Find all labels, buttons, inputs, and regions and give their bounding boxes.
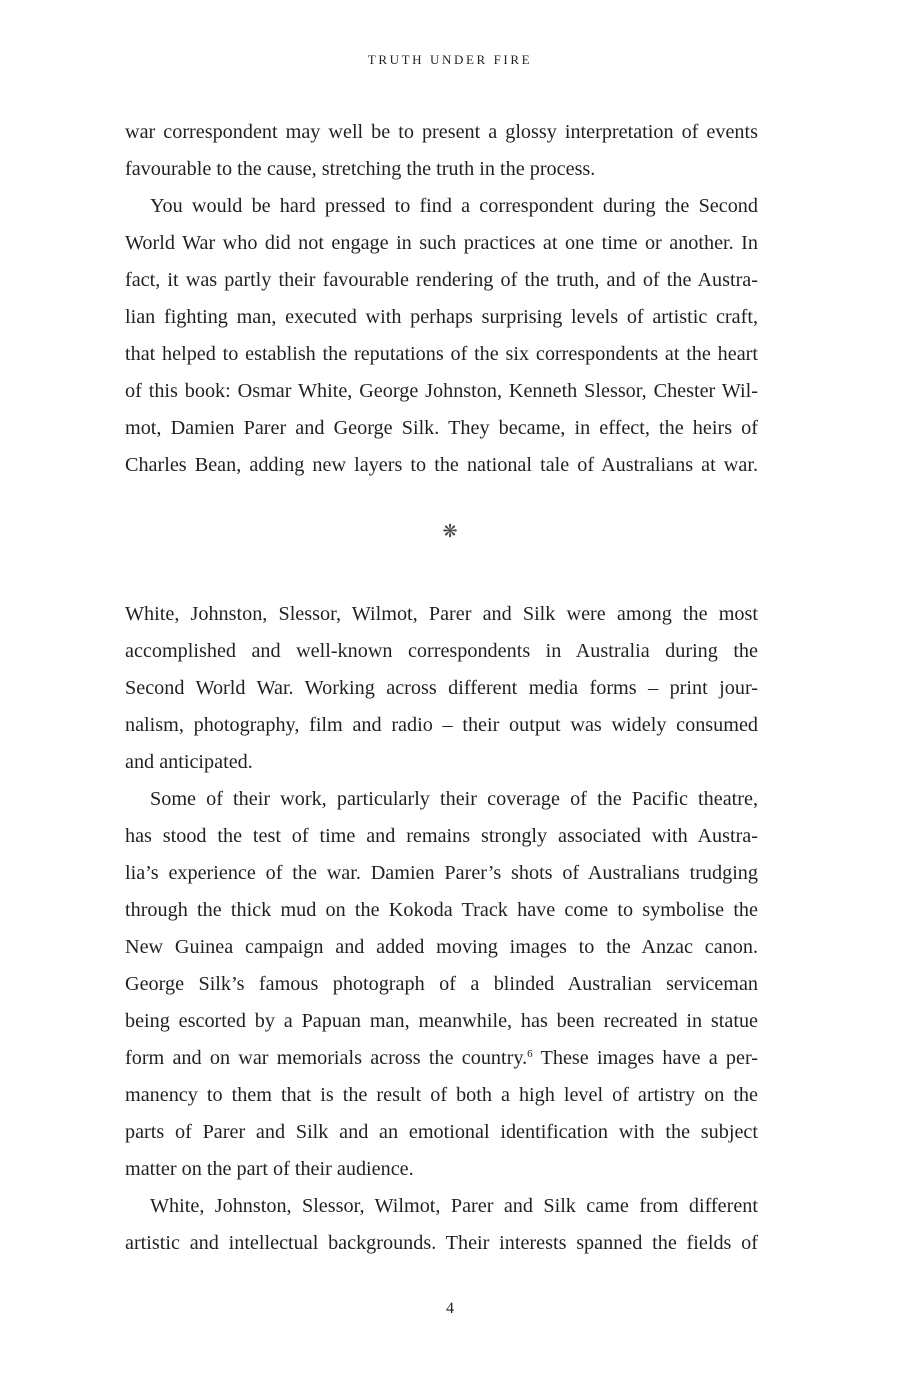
text-line: and anticipated.: [125, 751, 253, 773]
paragraph-first-line: White, Johnston, Slessor, Wilmot, Parer and Silk came from different: [150, 1195, 758, 1217]
body-text-bottom: [125, 596, 758, 1262]
text-line: Charles Bean, adding new layers to the national tale of Australians at war.: [125, 454, 758, 476]
text-line: Second World War. Working across different media forms – print jour-: [125, 677, 758, 699]
text-line: has stood the test of time and remains strongly associated with Austra-: [125, 825, 758, 847]
text-line: lia’s experience of the war. Damien Parer’s shots of Australians trudging: [125, 862, 758, 884]
text-line: favourable to the cause, stretching the truth in the process.: [125, 158, 596, 180]
endnote-reference[interactable]: 6: [527, 1048, 533, 1060]
text-line: artistic and intellectual backgrounds. Their interests spanned the fields of: [125, 1232, 758, 1254]
text-line: lian fighting man, executed with perhaps surprising levels of artistic craft,: [125, 306, 758, 328]
section-break-ornament: ❋: [442, 521, 458, 541]
page-number: 4: [446, 1300, 454, 1317]
text-line: of this book: Osmar White, George Johnston, Kenneth Slessor, Chester Wil-: [125, 380, 758, 402]
running-head: TRUTH UNDER FIRE: [367, 52, 533, 67]
text-line: matter on the part of their audience.: [125, 1158, 414, 1180]
text-line: George Silk’s famous photograph of a blinded Australian serviceman: [125, 973, 758, 995]
text-line: manency to them that is the result of both a high level of artistry on the: [125, 1084, 758, 1106]
text-line: nalism, photography, film and radio – their output was widely consumed: [125, 714, 758, 736]
text-line: war correspondent may well be to present a glossy interpretation of events: [125, 121, 758, 143]
text-line: that helped to establish the reputations of the six correspondents at the heart: [125, 343, 758, 365]
paragraph-first-line: Some of their work, particularly their coverage of the Pacific theatre,: [150, 788, 758, 810]
text-line: fact, it was partly their favourable rendering of the truth, and of the Austra-: [125, 269, 758, 291]
body-text-top: [125, 114, 758, 484]
text-line: New Guinea campaign and added moving images to the Anzac canon.: [125, 936, 758, 958]
text-segment: form and on war memorials across the country.: [125, 1047, 528, 1069]
text-line: World War who did not engage in such practices at one time or another. In: [125, 232, 758, 254]
text-line: mot, Damien Parer and George Silk. They became, in effect, the heirs of: [125, 417, 758, 439]
paragraph-first-line: You would be hard pressed to find a correspondent during the Second: [150, 195, 758, 217]
text-line-with-note: [125, 1040, 758, 1077]
text-line: parts of Parer and Silk and an emotional identification with the subject: [125, 1121, 758, 1143]
text-line: accomplished and well-known correspondents in Australia during the: [125, 640, 758, 662]
text-segment: These images have a per-: [532, 1047, 758, 1069]
paragraph-first-line: White, Johnston, Slessor, Wilmot, Parer and Silk were among the most: [125, 603, 758, 625]
text-line: through the thick mud on the Kokoda Track have come to symbolise the: [125, 899, 758, 921]
text-line: being escorted by a Papuan man, meanwhile, has been recreated in statue: [125, 1010, 758, 1032]
